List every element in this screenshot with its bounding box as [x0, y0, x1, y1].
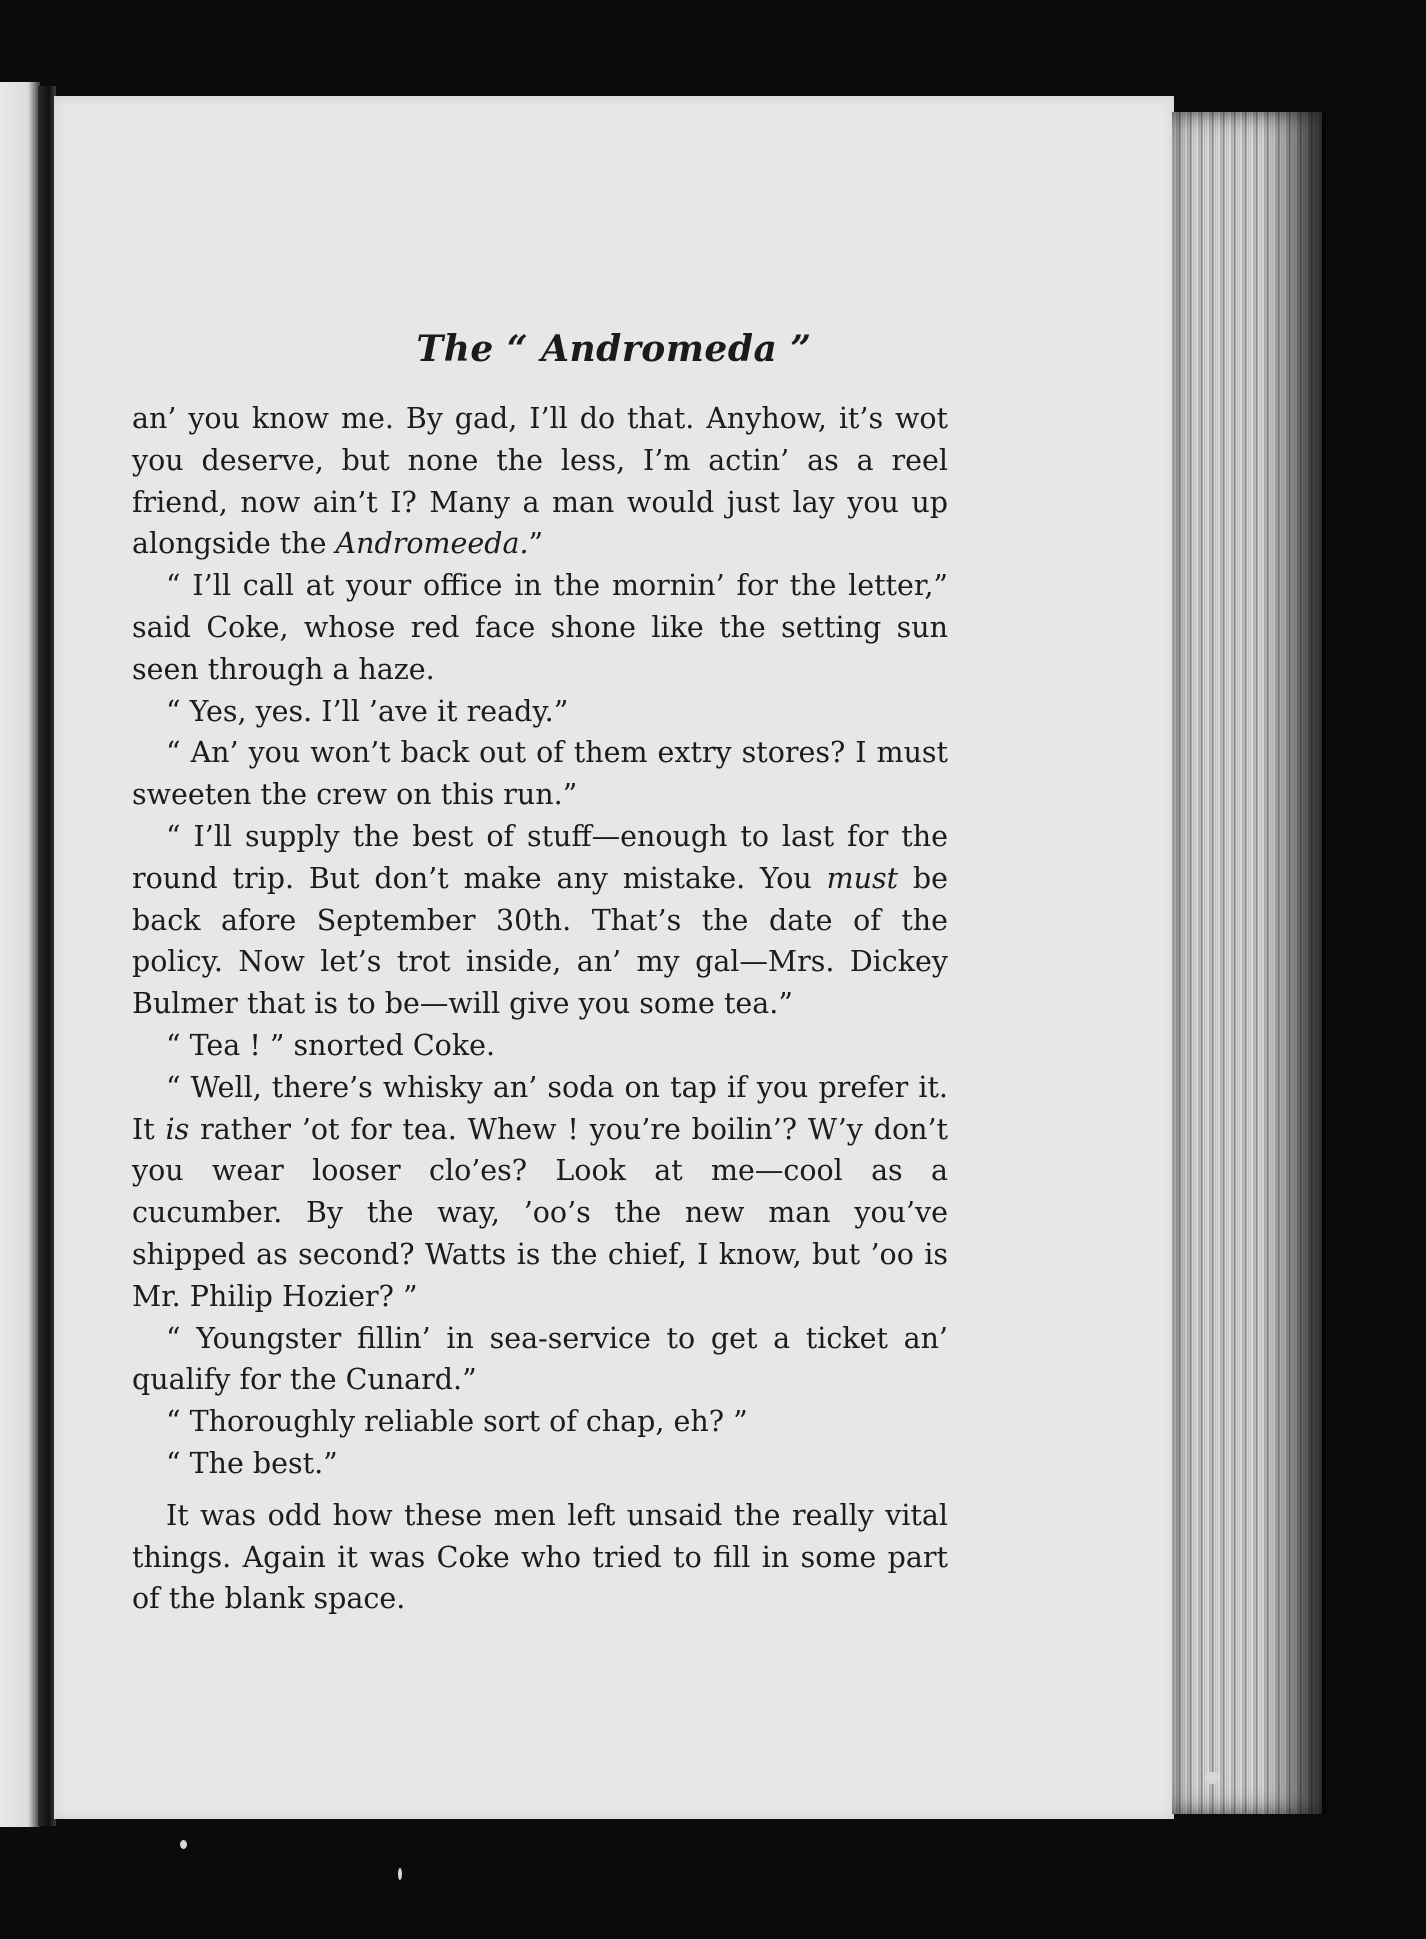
paragraph: It was odd how these men left unsaid the really vital things. Again it was Coke who tried to fill in some part of the blank space.	[132, 1498, 948, 1616]
italic-text: is	[165, 1112, 190, 1146]
paragraph: “ The best.”	[166, 1446, 338, 1480]
paragraph: “ An’ you won’t back out of them extry stores? I must sweeten the crew on this run.”	[132, 736, 948, 812]
page-edges-shadow	[1260, 112, 1326, 1814]
italic-text: must	[826, 861, 899, 895]
running-head: The “ Andromeda ”	[416, 328, 812, 370]
italic-text: Andromeeda.	[335, 527, 529, 561]
paragraph: “ Youngster fillin’ in sea-service to get a ticket an’ qualify for the Cunard.”	[132, 1321, 948, 1397]
dust-speck	[180, 1840, 187, 1849]
paragraph: “ Thoroughly reliable sort of chap, eh? ”	[166, 1405, 748, 1439]
book-page	[54, 96, 1174, 1819]
page-body-text	[132, 398, 948, 1620]
paragraph: an’ you know me. By gad, I’ll do that. Anyhow, it’s wot you deserve, but none the less, I’m actin’ as a reel friend, now ain’t I? Many a man would just lay you up alongside the Andromeeda.”	[132, 402, 948, 561]
paragraph: “ I’ll supply the best of stuff—enough to last for the round trip. But don’t make any mistake. You must be back afore September 30th. That’s the date of the policy. Now let’s trot inside, an’ my gal—Mrs. Dickey Bulmer that is to be—will give you some tea.”	[132, 819, 948, 1021]
paragraph: “ Well, there’s whisky an’ soda on tap if you prefer it. It is rather ’ot for tea. Whew ! you’re boilin’? W’y don’t you wear looser clo’es? Look at me—cool as a cucumber. By the way, ’oo’s the new man you’ve shipped as second? Watts is the chief, I know, but ’oo is Mr. Philip Hozier? ”	[132, 1070, 948, 1313]
paragraph: “ I’ll call at your office in the mornin’ for the letter,” said Coke, whose red face shone like the setting sun seen through a haze.	[132, 569, 948, 686]
dust-speck	[398, 1868, 402, 1880]
paragraph: “ Yes, yes. I’ll ’ave it ready.”	[166, 694, 569, 728]
paragraph: “ Tea ! ” snorted Coke.	[166, 1028, 496, 1062]
previous-page-edge	[0, 82, 40, 1827]
dust-speck	[1205, 1772, 1219, 1784]
